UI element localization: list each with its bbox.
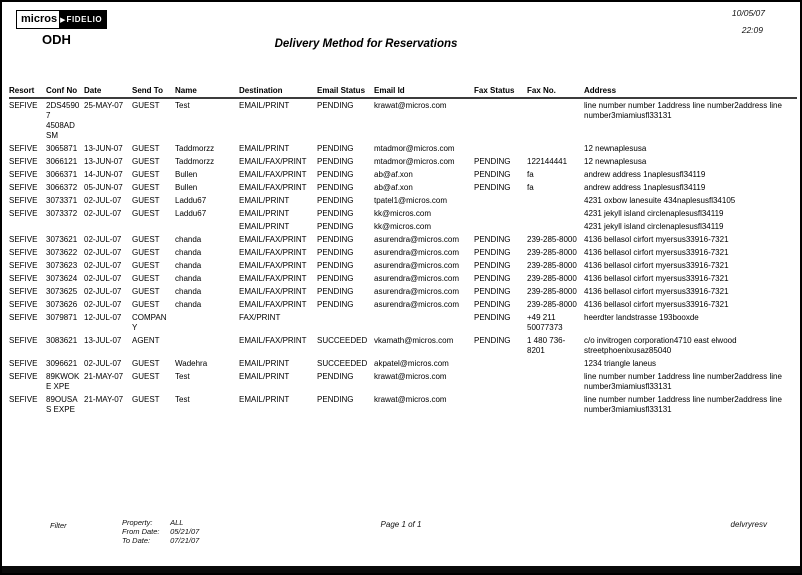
table-cell: SEFIVE — [9, 156, 38, 166]
from-date-value: 05/21/07 — [170, 527, 200, 536]
table-cell: chanda — [175, 260, 202, 270]
table-cell: line number number 1address line number2address line number3miamiusfl33131 — [584, 100, 782, 120]
table-cell: SUCCEEDED — [317, 335, 368, 345]
table-cell: SEFIVE — [9, 358, 38, 368]
table-cell: PENDING — [474, 182, 511, 192]
table-cell: PENDING — [317, 247, 354, 257]
table-cell: 2DS45907 4508ADSM — [46, 100, 80, 140]
table-cell: PENDING — [317, 143, 354, 153]
table-cell: 3073371 — [46, 195, 78, 205]
table-cell: GUEST — [132, 143, 160, 153]
table-cell: SEFIVE — [9, 195, 38, 205]
table-cell: asurendra@micros.com — [374, 299, 460, 309]
table-cell: 3073623 — [46, 260, 78, 270]
table-row — [9, 311, 797, 334]
table-cell: 3066372 — [46, 182, 78, 192]
table-cell: EMAIL/FAX/PRINT — [239, 169, 307, 179]
table-cell: Test — [175, 371, 190, 381]
table-cell: asurendra@micros.com — [374, 260, 460, 270]
table-cell: Taddmorzz — [175, 156, 215, 166]
table-body — [9, 98, 797, 416]
table-cell: asurendra@micros.com — [374, 247, 460, 257]
table-cell: 25-MAY-07 — [84, 100, 124, 110]
table-cell: EMAIL/PRINT — [239, 358, 290, 368]
table-cell: 1234 triangle laneus — [584, 358, 657, 368]
table-cell: EMAIL/FAX/PRINT — [239, 273, 307, 283]
table-cell: andrew address 1naplesusfl34119 — [584, 182, 706, 192]
table-cell — [175, 311, 239, 334]
table-row — [9, 142, 797, 155]
table-cell: 13-JUN-07 — [84, 156, 123, 166]
report-code: delvryresv — [730, 520, 767, 529]
table-cell: SEFIVE — [9, 169, 38, 179]
table-cell: 3096621 — [46, 358, 78, 368]
table-cell: EMAIL/PRINT — [239, 195, 290, 205]
table-cell: SEFIVE — [9, 394, 38, 404]
table-cell: EMAIL/FAX/PRINT — [239, 286, 307, 296]
filter-label: Filter — [50, 521, 67, 530]
table-cell: EMAIL/FAX/PRINT — [239, 182, 307, 192]
table-cell — [474, 370, 527, 393]
table-cell: 12-JUL-07 — [84, 312, 122, 322]
table-header-row — [9, 86, 797, 98]
table-cell: 02-JUL-07 — [84, 299, 122, 309]
table-cell: chanda — [175, 299, 202, 309]
reservations-table — [9, 86, 797, 416]
table-cell: andrew address 1naplesusfl34119 — [584, 169, 706, 179]
table-cell: 3073624 — [46, 273, 78, 283]
table-cell: Wadehra — [175, 358, 208, 368]
table-cell: chanda — [175, 273, 202, 283]
table-cell: 21-MAY-07 — [84, 394, 124, 404]
table-cell: PENDING — [474, 273, 511, 283]
table-cell: GUEST — [132, 299, 160, 309]
table-cell: PENDING — [317, 208, 354, 218]
table-cell: PENDING — [317, 299, 354, 309]
to-date-label: To Date: — [122, 536, 151, 545]
filter-to-date — [122, 536, 199, 545]
table-cell: 3083621 — [46, 335, 78, 345]
table-cell: 05-JUN-07 — [84, 182, 123, 192]
column-header-fax-status: Fax Status — [474, 86, 527, 98]
table-cell: EMAIL/PRINT — [239, 100, 290, 110]
table-cell: chanda — [175, 286, 202, 296]
table-cell — [46, 220, 84, 233]
table-cell: 02-JUL-07 — [84, 358, 122, 368]
table-row — [9, 334, 797, 357]
table-cell: SEFIVE — [9, 234, 38, 244]
table-cell — [474, 142, 527, 155]
table-cell: EMAIL/PRINT — [239, 208, 290, 218]
table-cell: 02-JUL-07 — [84, 260, 122, 270]
table-row — [9, 155, 797, 168]
table-row — [9, 220, 797, 233]
table-cell: 3073621 — [46, 234, 78, 244]
table-cell: PENDING — [474, 156, 511, 166]
table-cell: Test — [175, 394, 190, 404]
table-cell — [527, 207, 584, 220]
table-row — [9, 233, 797, 246]
table-cell: 4231 oxbow lanesuite 434naplesusfl34105 — [584, 195, 736, 205]
logo-fidelio-block — [59, 11, 106, 28]
table-cell: SEFIVE — [9, 286, 38, 296]
table-cell: 4136 bellasol cirfort myersus33916-7321 — [584, 286, 729, 296]
table-cell: 02-JUL-07 — [84, 208, 122, 218]
column-header-destination: Destination — [239, 86, 317, 98]
report-title: Delivery Method for Reservations — [274, 38, 458, 50]
table-cell: PENDING — [474, 234, 511, 244]
column-header-name: Name — [175, 86, 239, 98]
table-cell — [527, 98, 584, 142]
table-cell: 3065871 — [46, 143, 78, 153]
table-row — [9, 370, 797, 393]
table-cell — [527, 357, 584, 370]
table-cell: krawat@micros.com — [374, 394, 447, 404]
table-row — [9, 285, 797, 298]
table-cell: GUEST — [132, 234, 160, 244]
table-cell: Laddu67 — [175, 195, 207, 205]
table-cell: SEFIVE — [9, 260, 38, 270]
table-cell: SEFIVE — [9, 273, 38, 283]
table-cell: kk@micros.com — [374, 221, 432, 231]
table-cell: GUEST — [132, 394, 160, 404]
table-cell: EMAIL/PRINT — [239, 394, 290, 404]
table-cell: PENDING — [317, 260, 354, 270]
table-cell: EMAIL/FAX/PRINT — [239, 299, 307, 309]
table-cell: COMPANY — [132, 312, 167, 332]
table-cell: 12 newnaplesusa — [584, 156, 647, 166]
table-cell: Test — [175, 100, 190, 110]
column-header-date: Date — [84, 86, 132, 98]
table-cell: GUEST — [132, 273, 160, 283]
table-cell: 4136 bellasol cirfort myersus33916-7321 — [584, 299, 729, 309]
table-cell — [175, 220, 239, 233]
table-cell: 4231 jekyll island circlenaplesusfl34119 — [584, 221, 724, 231]
table-row — [9, 168, 797, 181]
page-info: Page 1 of 1 — [380, 520, 422, 529]
table-row — [9, 181, 797, 194]
table-cell: 239-285-8000 — [527, 299, 577, 309]
table-cell: EMAIL/PRINT — [239, 221, 290, 231]
logo-micros-text: micros — [17, 11, 59, 28]
table-cell: GUEST — [132, 169, 160, 179]
table-cell: 4136 bellasol cirfort myersus33916-7321 — [584, 247, 729, 257]
table-cell: PENDING — [317, 156, 354, 166]
table-cell: 14-JUN-07 — [84, 169, 123, 179]
table-cell: 3073372 — [46, 208, 78, 218]
table-cell: GUEST — [132, 100, 160, 110]
table-cell — [527, 393, 584, 416]
table-cell: SEFIVE — [9, 100, 38, 110]
table-cell: PENDING — [474, 335, 511, 345]
column-header-address: Address — [584, 86, 797, 98]
table-cell: c/o invitrogen corporation4710 east elwood streetphoenixusaz85040 — [584, 335, 737, 355]
table-cell: 3073626 — [46, 299, 78, 309]
table-cell — [474, 220, 527, 233]
table-cell: GUEST — [132, 260, 160, 270]
table-cell — [474, 207, 527, 220]
table-cell: vkamath@micros.com — [374, 335, 454, 345]
table-cell: SEFIVE — [9, 182, 38, 192]
property-value: ALL — [170, 518, 184, 527]
table-cell: mtadmor@micros.com — [374, 156, 455, 166]
logo-fidelio-text: FIDELIO — [66, 15, 103, 24]
table-cell: 13-JUL-07 — [84, 335, 122, 345]
table-cell: akpatel@micros.com — [374, 358, 449, 368]
table-row — [9, 259, 797, 272]
table-row — [9, 357, 797, 370]
table-cell: mtadmor@micros.com — [374, 143, 455, 153]
table-cell: AGENT — [132, 335, 160, 345]
table-cell: 239-285-8000 — [527, 260, 577, 270]
logo-arrow-icon: ▶ — [60, 16, 66, 24]
table-cell: PENDING — [317, 182, 354, 192]
table-cell: 239-285-8000 — [527, 247, 577, 257]
table-cell: asurendra@micros.com — [374, 286, 460, 296]
table-cell: Taddmorzz — [175, 143, 215, 153]
table-cell: ab@af.xon — [374, 182, 413, 192]
column-header-email-status: Email Status — [317, 86, 374, 98]
table-cell: +49 211 50077373 — [527, 312, 563, 332]
table-cell: 13-JUN-07 — [84, 143, 123, 153]
table-cell: EMAIL/FAX/PRINT — [239, 335, 307, 345]
table-cell: 122144441 — [527, 156, 568, 166]
table-cell: EMAIL/FAX/PRINT — [239, 234, 307, 244]
column-header-conf-no: Conf No — [46, 86, 84, 98]
table-cell: PENDING — [317, 100, 354, 110]
micros-fidelio-logo — [16, 10, 107, 29]
table-cell: 89KWOKE XPE — [46, 371, 80, 391]
table-cell: krawat@micros.com — [374, 371, 447, 381]
table-cell: 3066371 — [46, 169, 78, 179]
table-cell — [132, 220, 175, 233]
table-cell: krawat@micros.com — [374, 100, 447, 110]
table-cell: 4136 bellasol cirfort myersus33916-7321 — [584, 260, 729, 270]
table-cell: 4136 bellasol cirfort myersus33916-7321 — [584, 234, 729, 244]
table-row — [9, 207, 797, 220]
table-cell: 3066121 — [46, 156, 78, 166]
app-name: ODH — [42, 32, 71, 47]
table-cell: SEFIVE — [9, 299, 38, 309]
table-cell — [474, 194, 527, 207]
table-cell — [474, 357, 527, 370]
table-cell: SEFIVE — [9, 335, 38, 345]
table-cell — [474, 393, 527, 416]
table-cell — [474, 98, 527, 142]
table-cell: GUEST — [132, 208, 160, 218]
table-row — [9, 298, 797, 311]
table-cell: GUEST — [132, 371, 160, 381]
table-cell: tpatel1@micros.com — [374, 195, 448, 205]
table-cell: PENDING — [474, 312, 511, 322]
table-cell: chanda — [175, 234, 202, 244]
table-cell: GUEST — [132, 358, 160, 368]
table-cell — [84, 220, 132, 233]
table-cell: 239-285-8000 — [527, 286, 577, 296]
table-cell — [527, 142, 584, 155]
table-cell: 3079871 — [46, 312, 78, 322]
table-cell: PENDING — [317, 273, 354, 283]
table-cell: SEFIVE — [9, 143, 38, 153]
table-cell: PENDING — [317, 169, 354, 179]
bottom-bar — [2, 566, 800, 573]
table-cell — [175, 334, 239, 357]
table-cell: PENDING — [317, 195, 354, 205]
table-cell — [9, 220, 46, 233]
table-cell — [527, 220, 584, 233]
table-cell: ab@af.xon — [374, 169, 413, 179]
table-cell: 4136 bellasol cirfort myersus33916-7321 — [584, 273, 729, 283]
table-cell: Laddu67 — [175, 208, 207, 218]
table-cell: PENDING — [474, 286, 511, 296]
table-cell: 89OUSAS EXPE — [46, 394, 78, 414]
from-date-label: From Date: — [122, 527, 160, 536]
property-label: Property: — [122, 518, 153, 527]
table-cell: EMAIL/FAX/PRINT — [239, 260, 307, 270]
column-header-fax-no: Fax No. — [527, 86, 584, 98]
table-cell: FAX/PRINT — [239, 312, 281, 322]
table-cell: fa — [527, 182, 534, 192]
table-cell: Bullen — [175, 182, 198, 192]
table-cell: SEFIVE — [9, 371, 38, 381]
table-cell: 02-JUL-07 — [84, 286, 122, 296]
table-cell: PENDING — [317, 234, 354, 244]
table-cell: SEFIVE — [9, 312, 38, 322]
table-cell — [317, 311, 374, 334]
table-row — [9, 98, 797, 142]
table-cell — [527, 370, 584, 393]
table-cell: fa — [527, 169, 534, 179]
table-cell: GUEST — [132, 286, 160, 296]
table-cell: PENDING — [474, 299, 511, 309]
column-header-send-to: Send To — [132, 86, 175, 98]
table-cell: SUCCEEDED — [317, 358, 368, 368]
table-cell: 02-JUL-07 — [84, 273, 122, 283]
table-cell: line number number 1address line number2address line number3miamiusfl33131 — [584, 371, 782, 391]
table-cell: EMAIL/FAX/PRINT — [239, 156, 307, 166]
table-cell: 02-JUL-07 — [84, 247, 122, 257]
to-date-value: 07/21/07 — [170, 536, 200, 545]
table-cell: 21-MAY-07 — [84, 371, 124, 381]
table-cell: heerdter landstrasse 193booxde — [584, 312, 699, 322]
table-cell: PENDING — [474, 247, 511, 257]
print-time: 22:09 — [741, 25, 763, 35]
table-cell — [374, 311, 474, 334]
table-cell: 02-JUL-07 — [84, 195, 122, 205]
table-cell: 3073622 — [46, 247, 78, 257]
table-cell: SEFIVE — [9, 208, 38, 218]
table-row — [9, 246, 797, 259]
table-cell: 12 newnaplesusa — [584, 143, 647, 153]
table-cell: PENDING — [474, 260, 511, 270]
table-cell: PENDING — [317, 394, 354, 404]
table-cell: 1 480 736-8201 — [527, 335, 566, 355]
table-cell — [527, 194, 584, 207]
table-cell: 4231 jekyll island circlenaplesusfl34119 — [584, 208, 724, 218]
table-cell: 239-285-8000 — [527, 273, 577, 283]
table-row — [9, 194, 797, 207]
table-cell: 02-JUL-07 — [84, 234, 122, 244]
table-cell: PENDING — [317, 221, 354, 231]
table-cell: kk@micros.com — [374, 208, 432, 218]
table-cell: Bullen — [175, 169, 198, 179]
table-cell: PENDING — [474, 169, 511, 179]
table-cell: GUEST — [132, 195, 160, 205]
table-cell: line number number 1address line number2address line number3miamiusfl33131 — [584, 394, 782, 414]
table-cell: GUEST — [132, 156, 160, 166]
table-cell: EMAIL/PRINT — [239, 371, 290, 381]
table-cell: PENDING — [317, 371, 354, 381]
table-row — [9, 393, 797, 416]
table-cell: GUEST — [132, 247, 160, 257]
table-cell: chanda — [175, 247, 202, 257]
table-cell: GUEST — [132, 182, 160, 192]
table-cell: asurendra@micros.com — [374, 234, 460, 244]
column-header-resort: Resort — [9, 86, 46, 98]
table-cell: PENDING — [317, 286, 354, 296]
table-cell: 239-285-8000 — [527, 234, 577, 244]
table-cell: EMAIL/FAX/PRINT — [239, 247, 307, 257]
table-cell: SEFIVE — [9, 247, 38, 257]
table-cell: 3073625 — [46, 286, 78, 296]
table-cell: asurendra@micros.com — [374, 273, 460, 283]
table-cell: EMAIL/PRINT — [239, 143, 290, 153]
print-date: 10/05/07 — [731, 8, 765, 18]
column-header-email-id: Email Id — [374, 86, 474, 98]
table-row — [9, 272, 797, 285]
